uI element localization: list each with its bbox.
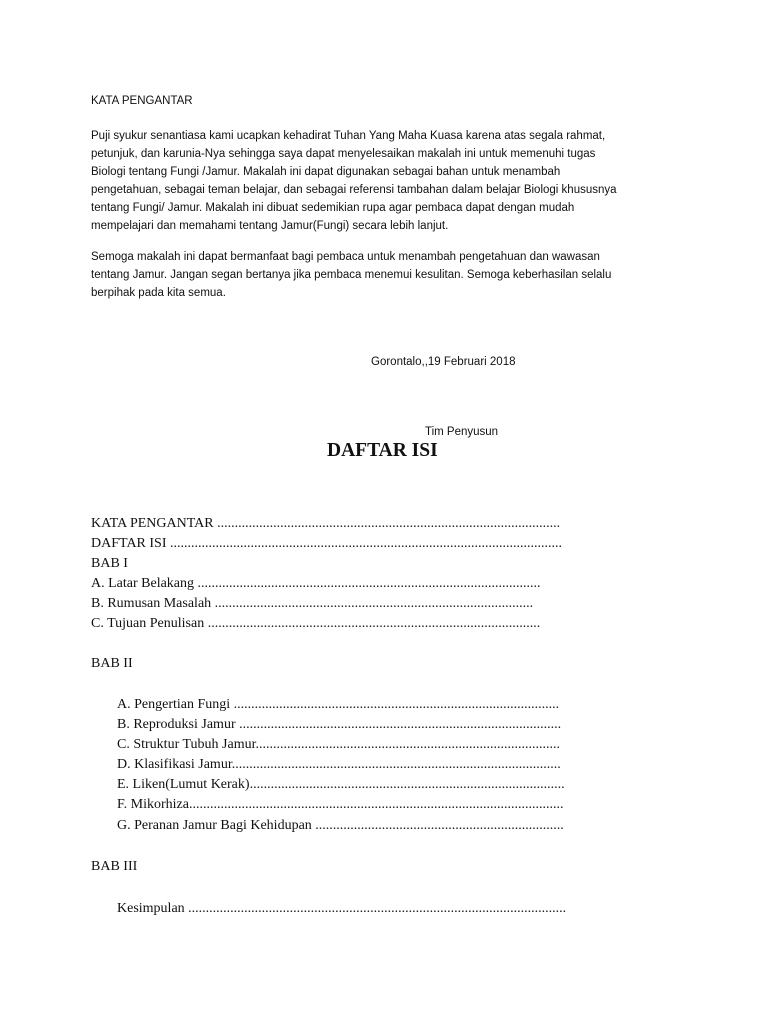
paragraph-line: tentang Jamur. Jangan segan bertanya jika pembaca menemui kesulitan. Semoga keberhasilan selalu: [91, 269, 612, 281]
toc-entry-tujuan-penulisan: C. Tujuan Penulisan ...............................................................................................: [91, 616, 541, 631]
paragraph-line: tentang Fungi/ Jamur. Makalah ini dibuat sedemikian rupa agar pembaca dapat dengan mudah: [91, 202, 575, 214]
paragraph-line: Puji syukur senantiasa kami ucapkan kehadirat Tuhan Yang Maha Kuasa karena atas segala rahmat,: [91, 130, 606, 142]
toc-entry-mikorhiza: F. Mikorhiza...........................................................................................................: [117, 797, 564, 812]
paragraph-line: petunjuk, dan karunia-Nya sehingga saya dapat menyelesaikan makalah ini untuk memenuhi tugas: [91, 148, 596, 160]
toc-entry-daftar-isi: DAFTAR ISI ................................................................................................................: [91, 536, 562, 551]
paragraph-line: Semoga makalah ini dapat bermanfaat bagi pembaca untuk menambah pengetahuan dan wawasan: [91, 251, 600, 263]
paragraph-line: berpihak pada kita semua.: [91, 287, 226, 299]
toc-entry-pengertian-fungi: A. Pengertian Fungi .............................................................................................: [117, 697, 560, 712]
toc-entry-reproduksi-jamur: B. Reproduksi Jamur ............................................................................................: [117, 717, 562, 732]
paragraph-line: Biologi tentang Fungi /Jamur. Makalah ini dapat digunakan sebagai bahan untuk menambah: [91, 166, 561, 178]
paragraph-line: pengetahuan, sebagai teman belajar, dan sebagai referensi tambahan dalam belajar Biologi khususnya: [91, 184, 617, 196]
kata-pengantar-paragraph-2: [91, 248, 691, 302]
toc-chapter-bab-2: BAB II: [91, 656, 133, 671]
place-date: Gorontalo,,19 Februari 2018: [371, 356, 516, 368]
daftar-isi-title: DAFTAR ISI: [327, 440, 438, 461]
toc-entry-latar-belakang: A. Latar Belakang ..................................................................................................: [91, 576, 541, 591]
kata-pengantar-heading: KATA PENGANTAR: [91, 95, 193, 107]
toc-entry-kata-pengantar: KATA PENGANTAR ..................................................................................................: [91, 516, 561, 531]
toc-entry-liken: E. Liken(Lumut Kerak)..........................................................................................: [117, 777, 565, 792]
toc-chapter-bab-1: BAB I: [91, 556, 128, 571]
kata-pengantar-paragraph-1: [91, 127, 691, 235]
toc-entry-klasifikasi-jamur: D. Klasifikasi Jamur..............................................................................................: [117, 757, 561, 772]
toc-entry-struktur-tubuh-jamur: C. Struktur Tubuh Jamur.......................................................................................: [117, 737, 560, 752]
signature: Tim Penyusun: [425, 426, 499, 438]
toc-chapter-bab-3: BAB III: [91, 859, 138, 874]
toc-entry-peranan-jamur: G. Peranan Jamur Bagi Kehidupan .......................................................................: [117, 818, 564, 833]
paragraph-line: mempelajari dan memahami tentang Jamur(Fungi) secara lebih lanjut.: [91, 220, 449, 232]
toc-entry-kesimpulan: Kesimpulan ............................................................................................................: [117, 901, 567, 916]
toc-entry-rumusan-masalah: B. Rumusan Masalah ...........................................................................................: [91, 596, 534, 611]
